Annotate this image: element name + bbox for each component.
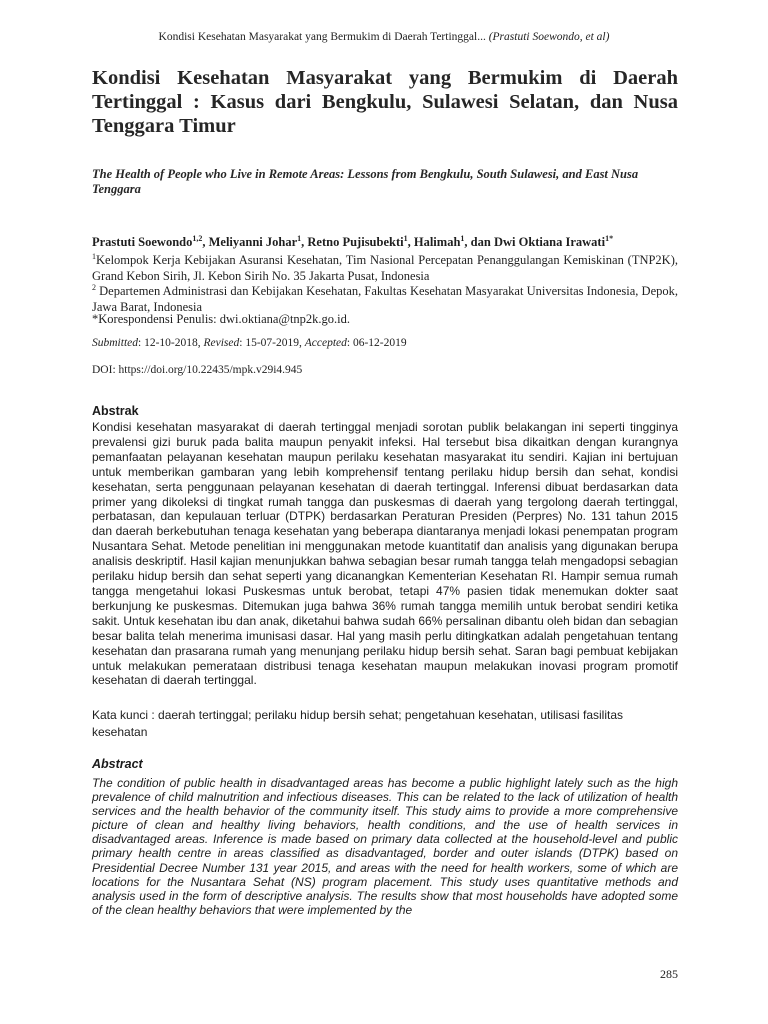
keywords: Kata kunci : daerah tertinggal; perilaku hidup bersih sehat; pengetahuan kesehatan, utilisasi fasilitas kesehatan — [92, 708, 624, 739]
abstrak-body: Kondisi kesehatan masyarakat di daerah tertinggal menjadi sorotan publik belakangan ini seperti tingginya prevalensi gizi buruk pada balita maupun penyakit infeksi. Hal tersebut bisa dikaitkan dengan kurangnya pemanfaatan pelayanan kesehatan maupun perilaku kesehatan masyarakat itu sendiri. Kajian ini bertujuan untuk memberikan gambaran yang lebih komprehensif tentang perilaku hidup bersih dan sehat, kondisi kesehatan, serta penggunaan pelayanan kesehatan di daerah tertinggal. Inferensi dibuat berdasarkan data primer yang dikoleksi di tingkat rumah tangga dan puskesmas di daerah yang tergolong daerah tertinggal, perbatasan, dan kepulauan terluar (DTPK) berdasarkan Peraturan Presiden (Perpres) No. 131 tahun 2015 dan daerah berkebutuhan tenaga kesehatan yang beberapa diantaranya menjadi lokasi penempatan program Nusantara Sehat. Metode penelitian ini menggunakan metode kuantitatif dan analisis yang digunakan berupa analisis deskriptif. Hasil kajian menunjukkan bahwa sebagian besar rumah tangga telah mengadopsi sebagian perilaku hidup bersih dan sehat seperti yang dicanangkan Kementerian Kesehatan RI. Hampir semua rumah tangga mengetahui lokasi Puskesmas untuk berobat, tetapi 47% pasien tidak menemukan dokter saat berkunjung ke puskesmas. Ditemukan juga bahwa 36% rumah tangga memilih untuk berobat sendiri ketika sakit. Untuk kesehatan ibu dan anak, diketahui bahwa sudah 66% persalinan dibantu oleh bidan dan sebagian besar balita telah menerima imunisasi dasar. Hal yang masih perlu ditingkatkan adalah pengetahuan tentang kesehatan dan prasarana rumah yang menunjang perilaku hidup bersih sehat. Saran bagi pembuat kebijakan untuk melakukan pemerataan distribusi tenaga kesehatan maupun melakukan inovasi program promotif kesehatan di daerah tertinggal. — [92, 420, 678, 688]
running-head-title: Kondisi Kesehatan Masyarakat yang Bermukim di Daerah Tertinggal... — [158, 31, 486, 43]
author: Meliyanni Johar$^1$, — [208, 234, 308, 250]
author: Dwi Oktiana Irawati$^{1*}$ — [493, 234, 614, 250]
submission-dates: Submitted: 12-10-2018, Revised: 15-07-2019, Accepted: 06-12-2019 — [92, 337, 407, 349]
running-head-authors: (Prastuti Soewondo, et al) — [488, 31, 610, 43]
abstrak-heading: Abstrak — [92, 404, 139, 418]
correspondence: *Korespondensi Penulis: dwi.oktiana@tnp2k.go.id. — [92, 312, 351, 326]
author: Prastuti Soewondo$^{1,2}$, — [92, 234, 209, 250]
abstract-heading: Abstract — [92, 757, 143, 771]
author: Halimah$^1$, dan — [413, 234, 494, 250]
running-head — [0, 31, 768, 43]
doi-link[interactable]: DOI: https://doi.org/10.22435/mpk.v29i4.945 — [92, 364, 303, 376]
author: Retno Pujisubekti$^1$, — [307, 234, 414, 250]
affiliation-2: $^2$ Departemen Administrasi dan Kebijakan Kesehatan, Fakultas Kesehatan Masyarakat Universitas Indonesia, Depok, Jawa Barat, Indonesia — [92, 283, 678, 314]
affiliation-1: $^1$Kelompok Kerja Kebijakan Asuransi Kesehatan, Tim Nasional Percepatan Penanggulangan Kemiskinan (TNP2K), Grand Kebon Sirih, Jl. Kebon Sirih No. 35 Jakarta Pusat, Indonesia — [92, 252, 678, 283]
abstract-body: The condition of public health in disadvantaged areas has become a public highlight lately such as the high prevalence of child malnutrition and infectious diseases. This can be related to the lack of utilization of health services and the health behavior of the community itself. This study aims to provide a more comprehensive picture of clean and healthy living behaviors, health conditions, and the use of health services in disadvantaged areas. Inference is made based on primary data collected at the household-level and public primary health centre in areas classified as disadvantaged, border and outer islands (DTPK) based on Presidential Decree Number 131 year 2015, and areas with the need for health workers, some of which are locations for the Nusantara Sehat (NS) program placement. This study uses quantitative methods and analysis used in the form of descriptive analysis. The results show that most households have adopted some of the clean healthy behaviors that were implemented by the — [92, 776, 678, 917]
page-number: 285 — [660, 967, 678, 981]
article-title-english: The Health of People who Live in Remote Areas: Lessons from Bengkulu, South Sulawesi, and East Nusa Tenggara — [92, 167, 639, 196]
article-title: Kondisi Kesehatan Masyarakat yang Bermukim di Daerah Tertinggal : Kasus dari Bengkulu, Sulawesi Selatan, dan Nusa Tenggara Timur — [92, 67, 678, 137]
author-list — [92, 234, 682, 250]
